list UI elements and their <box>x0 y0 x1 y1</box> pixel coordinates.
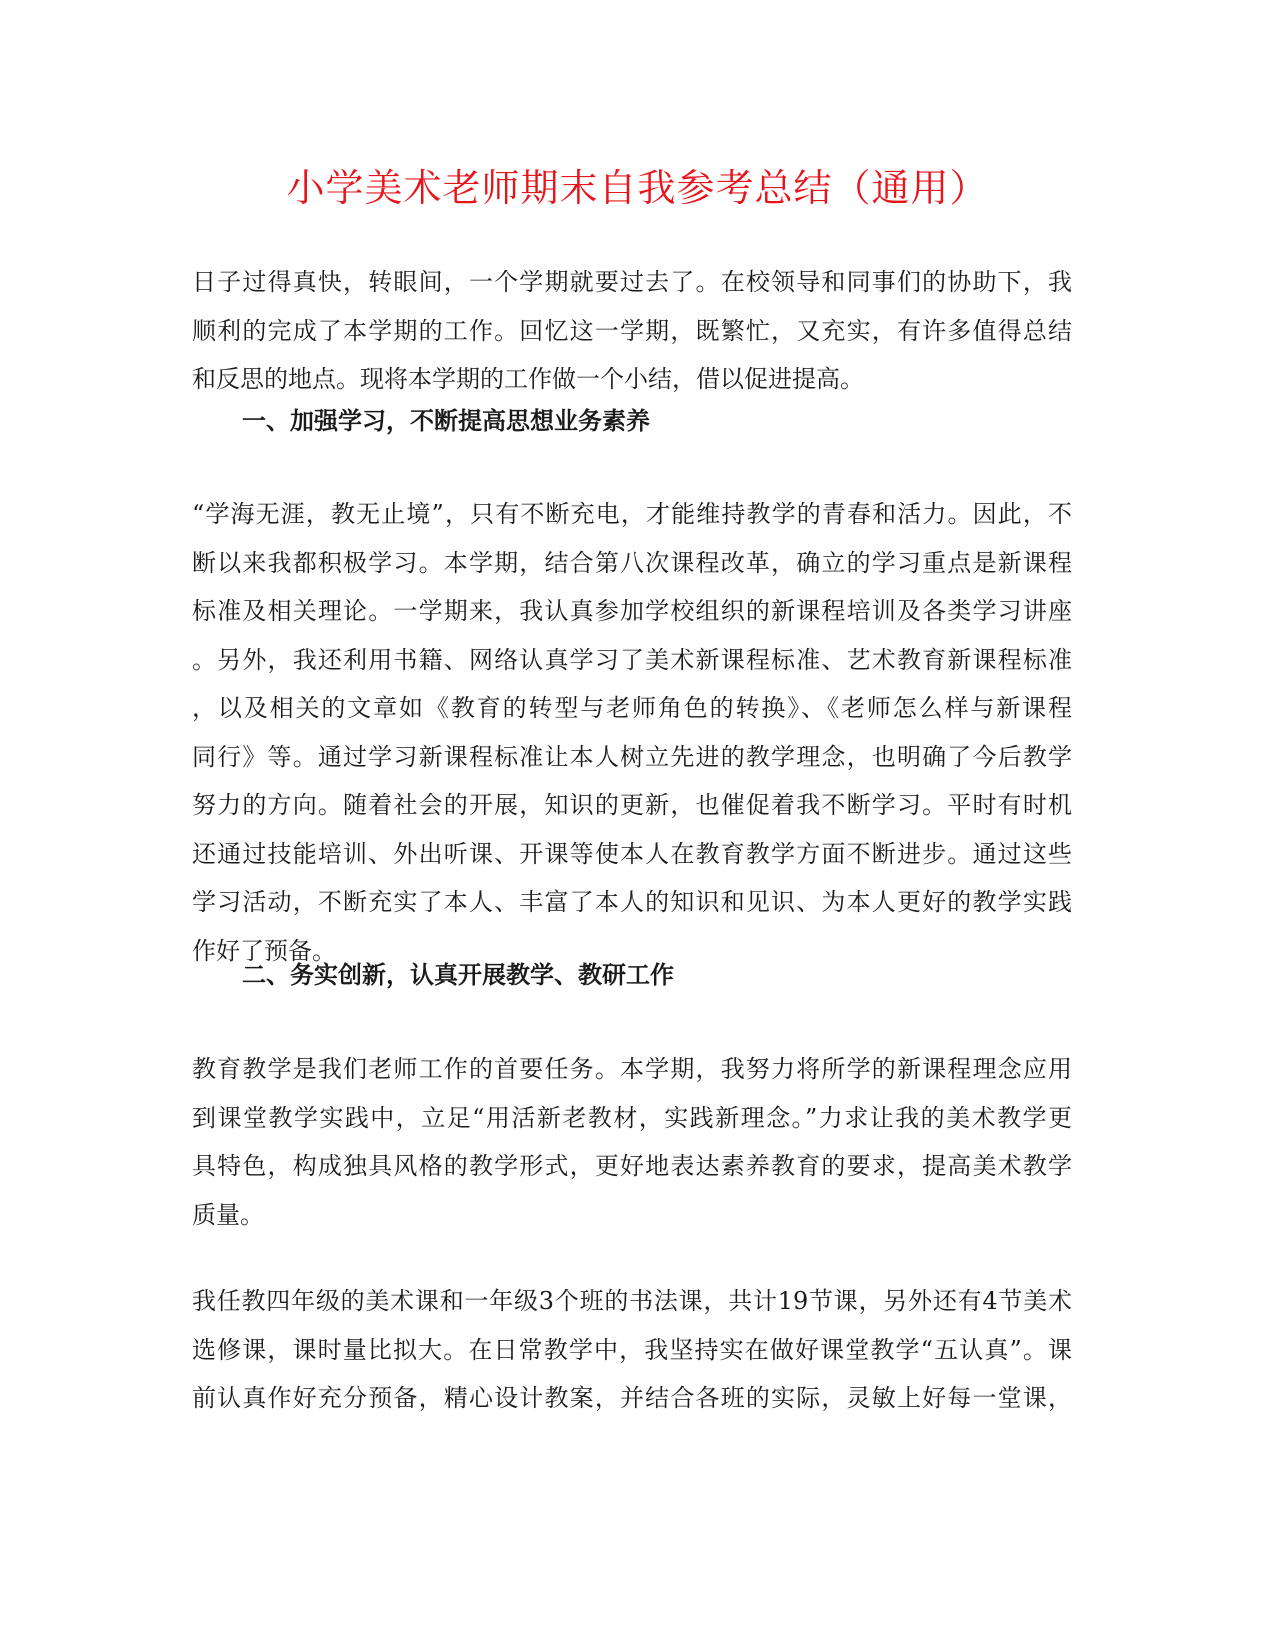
section3-paragraph <box>192 1277 1072 1423</box>
paragraph-line: 标准及相关理论。一学期来，我认真参加学校组织的新课程培训及各类学习讲座 <box>192 597 1072 625</box>
paragraph-line: 教育教学是我们老师工作的首要任务。本学期，我努力将所学的新课程理念应用 <box>192 1055 1072 1083</box>
paragraph-line: 日子过得真快，转眼间，一个学期就要过去了。在校领导和同事们的协助下，我 <box>192 268 1072 296</box>
paragraph-line: 和反思的地点。现将本学期的工作做一个小结，借以促进提高。 <box>192 365 864 393</box>
paragraph-line: 还通过技能培训、外出听课、开课等使本人在教育教学方面不断进步。通过这些 <box>192 839 1072 868</box>
paragraph-line: ，以及相关的文章如《教育的转型与老师角色的转换》、《老师怎么样与新课程 <box>192 694 1072 722</box>
paragraph-line: 前认真作好充分预备，精心设计教案，并结合各班的实际，灵敏上好每一堂课， <box>192 1384 1072 1412</box>
paragraph-line: 努力的方向。随着社会的开展，知识的更新，也催促着我不断学习。平时有时机 <box>192 791 1072 819</box>
paragraph-line: 。另外，我还利用书籍、网络认真学习了美术新课程标准、艺术教育新课程标准 <box>192 645 1072 674</box>
intro-paragraph <box>192 258 1072 404</box>
paragraph-line: 同行》等。通过学习新课程标准让本人树立先进的教学理念，也明确了今后教学 <box>192 742 1072 771</box>
paragraph-line: 顺利的完成了本学期的工作。回忆这一学期，既繁忙，又充实，有许多值得总结 <box>192 316 1072 345</box>
paragraph-line: 具特色，构成独具风格的教学形式，更好地表达素养教育的要求，提高美术教学 <box>192 1152 1072 1180</box>
paragraph-line: 质量。 <box>192 1200 264 1229</box>
paragraph-line: 我任教四年级的美术课和一年级3个班的书法课，共计19节课，另外还有4节美术 <box>192 1287 1072 1315</box>
document-title: 小学美术老师期末自我参考总结（通用） <box>286 166 989 210</box>
paragraph-line: 到课堂教学实践中，立足“用活新老教材，实践新理念。”力求让我的美术教学更 <box>192 1103 1072 1132</box>
paragraph-line: 断以来我都积极学习。本学期，结合第八次课程改革，确立的学习重点是新课程 <box>192 548 1072 577</box>
section2-paragraph <box>192 1045 1072 1239</box>
section-heading-1: 一、加强学习，不断提高思想业务素养 <box>242 406 650 435</box>
section1-paragraph <box>192 490 1072 975</box>
section-heading-2: 二、务实创新，认真开展教学、教研工作 <box>242 960 674 989</box>
paragraph-line: 作好了预备。 <box>192 936 336 965</box>
paragraph-line: “学海无涯，教无止境”，只有不断充电，才能维持教学的青春和活力。因此，不 <box>192 500 1072 528</box>
paragraph-line: 选修课，课时量比拟大。在日常教学中，我坚持实在做好课堂教学“五认真”。课 <box>192 1335 1072 1364</box>
paragraph-line: 学习活动，不断充实了本人、丰富了本人的知识和见识、为本人更好的教学实践 <box>192 888 1072 916</box>
